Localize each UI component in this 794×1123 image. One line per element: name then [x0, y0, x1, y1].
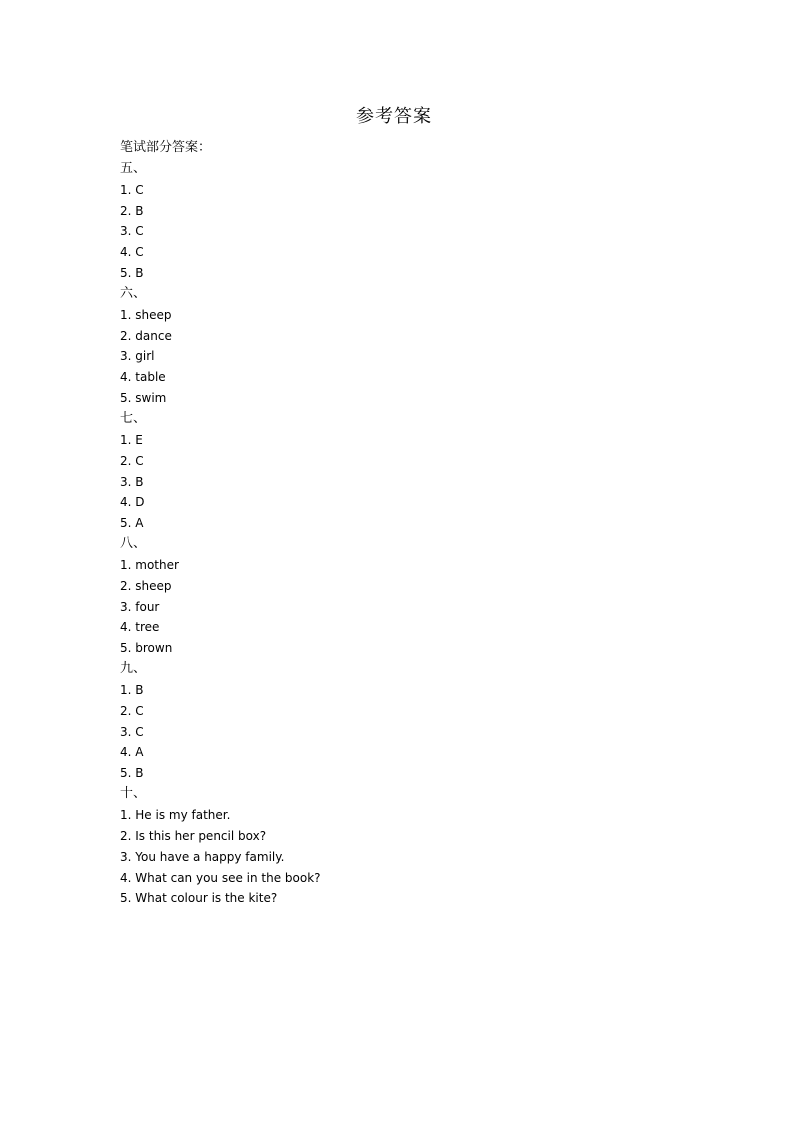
- answer-item: 2. Is this her pencil box?: [120, 828, 267, 843]
- answer-item: 2. C: [120, 703, 144, 718]
- answer-item: 1. He is my father.: [120, 808, 231, 822]
- section-6: [120, 284, 720, 409]
- section-heading: 十、: [120, 786, 147, 802]
- answer-item: 1. C: [120, 182, 144, 197]
- written-part-subtitle: 笔试部分答案：: [120, 140, 212, 155]
- answer-item: 4. tree: [120, 620, 160, 635]
- answer-item: 4. A: [120, 745, 144, 760]
- section-heading: 八、: [120, 536, 147, 552]
- answer-item: 3. four: [120, 599, 160, 614]
- answer-item: 2. C: [120, 453, 144, 468]
- answer-item: 1. sheep: [120, 307, 172, 322]
- answer-item: 4. D: [120, 495, 145, 510]
- answer-item: 5. B: [120, 266, 144, 281]
- answer-item: 5. A: [120, 516, 144, 531]
- page-title: 参考答案: [356, 106, 432, 127]
- answer-item: 2. B: [120, 203, 144, 218]
- answer-item: 5. B: [120, 766, 144, 781]
- answer-content: [120, 138, 720, 909]
- section-heading: 七、: [120, 410, 147, 426]
- answer-item: 1. B: [120, 682, 144, 697]
- answer-item: 3. You have a happy family.: [120, 849, 285, 864]
- answer-item: 2. sheep: [120, 578, 172, 593]
- answer-item: 4. table: [120, 370, 166, 385]
- answer-item: 5. brown: [120, 641, 173, 656]
- section-heading: 六、: [120, 285, 147, 301]
- section-5: [120, 159, 720, 284]
- section-heading: 九、: [120, 661, 147, 677]
- answer-item: 4. What can you see in the book?: [120, 870, 321, 885]
- answer-item: 1. E: [120, 432, 143, 447]
- answer-item: 5. swim: [120, 391, 167, 406]
- section-8: [120, 534, 720, 659]
- answer-item: 1. mother: [120, 557, 179, 572]
- section-10: [120, 784, 720, 909]
- answer-item: 3. C: [120, 724, 144, 739]
- answer-item: 5. What colour is the kite?: [120, 891, 278, 906]
- section-heading: 五、: [120, 160, 147, 176]
- section-7: [120, 409, 720, 534]
- answer-item: 4. C: [120, 245, 144, 260]
- answer-item: 2. dance: [120, 328, 172, 343]
- answer-item: 3. C: [120, 224, 144, 239]
- answer-item: 3. girl: [120, 349, 155, 364]
- answer-item: 3. B: [120, 474, 144, 489]
- section-9: [120, 659, 720, 784]
